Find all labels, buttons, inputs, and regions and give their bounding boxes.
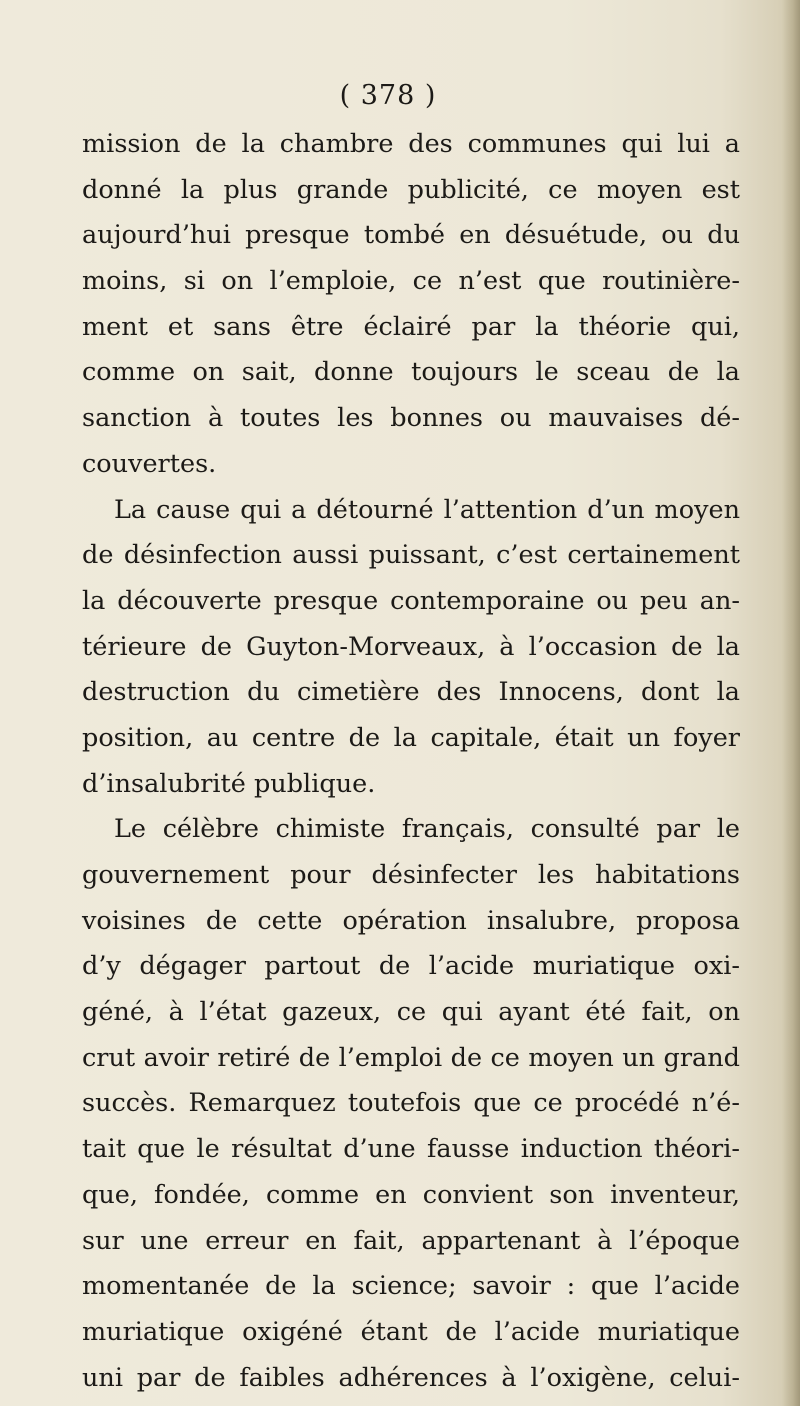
text-line: donné la plus grande publicité, ce moyen est	[82, 174, 740, 205]
text-line: sur une erreur en fait, appartenant à l’époque	[82, 1225, 740, 1256]
text-line: voisines de cette opération insalubre, proposa	[82, 905, 740, 936]
text-line: que, fondée, comme en convient son inventeur,	[82, 1179, 740, 1210]
text-line: position, au centre de la capitale, était un foyer	[82, 722, 740, 753]
text-line: aujourd’hui presque tombé en désuétude, ou du	[82, 220, 740, 251]
text-line: uni par de faibles adhérences à l’oxigène, celui-	[82, 1362, 740, 1393]
text-line: térieure de Guyton-Morveaux, à l’occasion de la	[82, 631, 740, 662]
text-line: comme on sait, donne toujours le sceau de la	[82, 357, 740, 388]
text-line: sanction à toutes les bonnes ou mauvaises dé-	[82, 403, 740, 434]
text-line: de désinfection aussi puissant, c’est certainement	[82, 540, 740, 571]
text-line: tait que le résultat d’une fausse induction théori-	[82, 1134, 740, 1165]
text-line: d’y dégager partout de l’acide muriatique oxi-	[82, 951, 740, 982]
text-line: destruction du cimetière des Innocens, dont la	[82, 677, 740, 708]
text-line: Le célèbre chimiste français, consulté par le	[114, 814, 740, 845]
page-edge-shadow	[782, 0, 800, 1406]
text-line: géné, à l’état gazeux, ce qui ayant été fait, on	[82, 997, 740, 1028]
text-line: mission de la chambre des communes qui lui a	[82, 129, 740, 159]
text-line: ment et sans être éclairé par la théorie qui,	[82, 311, 740, 342]
text-line: gouvernement pour désinfecter les habitations	[82, 860, 740, 890]
text-line: moins, si on l’emploie, ce n’est que routinière-	[82, 266, 740, 297]
text-line: couvertes.	[82, 448, 217, 479]
text-line: muriatique oxigéné étant de l’acide muriatique	[82, 1316, 740, 1347]
text-line: la découverte presque contemporaine ou peu an-	[82, 585, 740, 616]
body-text	[82, 122, 740, 1401]
text-line: crut avoir retiré de l’emploi de ce moyen un grand	[82, 1042, 740, 1073]
text-line: La cause qui a détourné l’attention d’un moyen	[114, 494, 740, 525]
text-line: succès. Remarquez toutefois que ce procédé n’é-	[82, 1088, 740, 1119]
text-line: d’insalubrité publique.	[82, 768, 376, 799]
page-number: ( 378 )	[339, 80, 437, 111]
text-line: momentanée de la science; savoir : que l’acide	[82, 1271, 740, 1302]
